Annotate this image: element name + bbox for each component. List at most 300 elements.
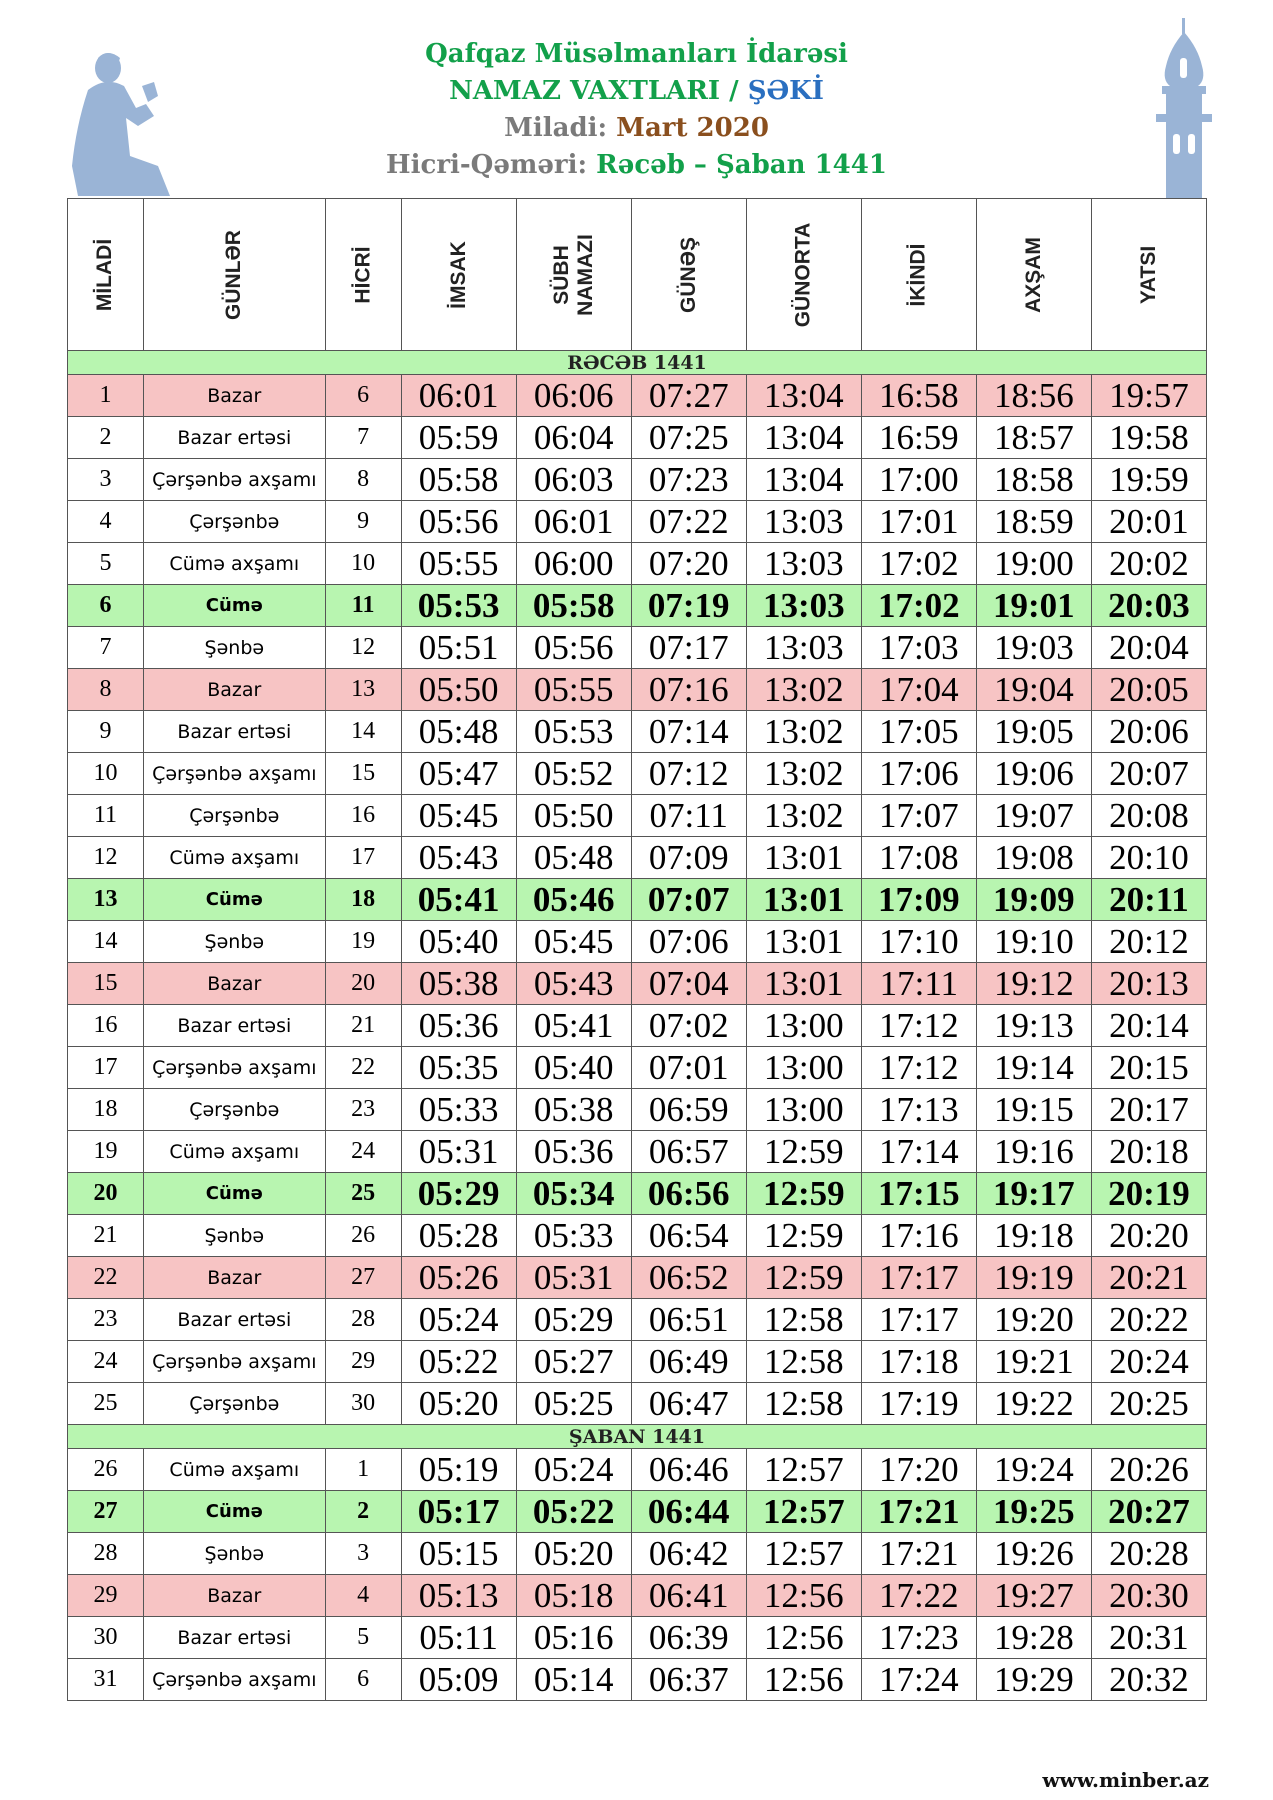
miladi-day-cell: 12 xyxy=(68,837,144,879)
axsam-time-cell: 19:03 xyxy=(976,627,1091,669)
ikindi-time-cell: 17:24 xyxy=(861,1659,976,1701)
miladi-day-cell: 9 xyxy=(68,711,144,753)
ikindi-time-cell: 17:21 xyxy=(861,1491,976,1533)
gunes-time-cell: 07:27 xyxy=(631,375,746,417)
gunes-time-cell: 07:16 xyxy=(631,669,746,711)
hicri-day-cell: 9 xyxy=(325,501,401,543)
subh-time-cell: 05:22 xyxy=(516,1491,631,1533)
gunes-time-cell: 07:12 xyxy=(631,753,746,795)
hicri-day-cell: 23 xyxy=(325,1089,401,1131)
weekday-cell: Bazar xyxy=(143,375,325,417)
yatsi-time-cell: 20:24 xyxy=(1091,1341,1206,1383)
yatsi-time-cell: 20:18 xyxy=(1091,1131,1206,1173)
gunorta-time-cell: 13:04 xyxy=(746,417,861,459)
gunes-time-cell: 07:25 xyxy=(631,417,746,459)
miladi-day-cell: 23 xyxy=(68,1299,144,1341)
hicri-day-cell: 3 xyxy=(325,1533,401,1575)
yatsi-time-cell: 20:32 xyxy=(1091,1659,1206,1701)
imsak-time-cell: 05:47 xyxy=(401,753,516,795)
table-row xyxy=(68,837,1207,879)
ikindi-time-cell: 17:13 xyxy=(861,1089,976,1131)
yatsi-time-cell: 20:06 xyxy=(1091,711,1206,753)
weekday-cell: Bazar xyxy=(143,963,325,1005)
ikindi-time-cell: 17:16 xyxy=(861,1215,976,1257)
miladi-day-cell: 19 xyxy=(68,1131,144,1173)
gunes-time-cell: 07:01 xyxy=(631,1047,746,1089)
table-row xyxy=(68,1659,1207,1701)
ikindi-time-cell: 17:22 xyxy=(861,1575,976,1617)
imsak-time-cell: 05:22 xyxy=(401,1341,516,1383)
yatsi-time-cell: 20:17 xyxy=(1091,1089,1206,1131)
axsam-time-cell: 19:05 xyxy=(976,711,1091,753)
subh-time-cell: 05:41 xyxy=(516,1005,631,1047)
gunes-time-cell: 06:49 xyxy=(631,1341,746,1383)
weekday-cell: Bazar ertəsi xyxy=(143,1617,325,1659)
ikindi-time-cell: 17:08 xyxy=(861,837,976,879)
table-body xyxy=(68,351,1207,1701)
subh-time-cell: 05:50 xyxy=(516,795,631,837)
table-header-row xyxy=(68,199,1207,351)
hicri-day-cell: 16 xyxy=(325,795,401,837)
organization-name: Qafqaz Müsəlmanları İdarəsi xyxy=(425,39,848,69)
gunes-time-cell: 07:02 xyxy=(631,1005,746,1047)
axsam-time-cell: 19:19 xyxy=(976,1257,1091,1299)
axsam-time-cell: 19:18 xyxy=(976,1215,1091,1257)
yatsi-time-cell: 20:15 xyxy=(1091,1047,1206,1089)
ikindi-time-cell: 17:12 xyxy=(861,1005,976,1047)
col-header-gunes: GÜNƏŞ xyxy=(631,199,746,351)
weekday-cell: Cümə xyxy=(143,879,325,921)
subh-time-cell: 05:16 xyxy=(516,1617,631,1659)
weekday-cell: Şənbə xyxy=(143,1533,325,1575)
yatsi-time-cell: 20:08 xyxy=(1091,795,1206,837)
subh-time-cell: 05:36 xyxy=(516,1131,631,1173)
yatsi-time-cell: 19:57 xyxy=(1091,375,1206,417)
table-row xyxy=(68,585,1207,627)
weekday-cell: Çərşənbə axşamı xyxy=(143,1659,325,1701)
subh-time-cell: 05:34 xyxy=(516,1173,631,1215)
weekday-cell: Bazar ertəsi xyxy=(143,711,325,753)
miladi-day-cell: 10 xyxy=(68,753,144,795)
gunes-time-cell: 06:52 xyxy=(631,1257,746,1299)
gunorta-time-cell: 12:57 xyxy=(746,1449,861,1491)
axsam-time-cell: 19:13 xyxy=(976,1005,1091,1047)
yatsi-time-cell: 20:11 xyxy=(1091,879,1206,921)
miladi-line xyxy=(0,110,1273,147)
gunorta-time-cell: 13:02 xyxy=(746,711,861,753)
imsak-time-cell: 05:09 xyxy=(401,1659,516,1701)
miladi-day-cell: 25 xyxy=(68,1383,144,1425)
weekday-cell: Bazar ertəsi xyxy=(143,1299,325,1341)
weekday-cell: Şənbə xyxy=(143,921,325,963)
hicri-day-cell: 15 xyxy=(325,753,401,795)
hicri-label: Hicri-Qəməri: xyxy=(386,150,588,180)
ikindi-time-cell: 17:00 xyxy=(861,459,976,501)
yatsi-time-cell: 20:31 xyxy=(1091,1617,1206,1659)
yatsi-time-cell: 20:04 xyxy=(1091,627,1206,669)
document-title xyxy=(0,73,1273,110)
gunorta-time-cell: 12:57 xyxy=(746,1491,861,1533)
hicri-day-cell: 11 xyxy=(325,585,401,627)
subh-time-cell: 05:58 xyxy=(516,585,631,627)
imsak-time-cell: 05:24 xyxy=(401,1299,516,1341)
ikindi-time-cell: 17:02 xyxy=(861,543,976,585)
title-prefix: NAMAZ VAXTLARI / xyxy=(449,76,739,106)
table-row xyxy=(68,1449,1207,1491)
ikindi-time-cell: 17:17 xyxy=(861,1299,976,1341)
hicri-day-cell: 2 xyxy=(325,1491,401,1533)
hicri-day-cell: 18 xyxy=(325,879,401,921)
hicri-day-cell: 4 xyxy=(325,1575,401,1617)
table-row xyxy=(68,1089,1207,1131)
imsak-time-cell: 05:55 xyxy=(401,543,516,585)
imsak-time-cell: 05:20 xyxy=(401,1383,516,1425)
hicri-day-cell: 29 xyxy=(325,1341,401,1383)
table-row xyxy=(68,1257,1207,1299)
gunorta-time-cell: 13:02 xyxy=(746,669,861,711)
weekday-cell: Bazar xyxy=(143,1257,325,1299)
gunes-time-cell: 06:41 xyxy=(631,1575,746,1617)
miladi-day-cell: 18 xyxy=(68,1089,144,1131)
yatsi-time-cell: 20:28 xyxy=(1091,1533,1206,1575)
gunes-time-cell: 06:42 xyxy=(631,1533,746,1575)
yatsi-time-cell: 20:25 xyxy=(1091,1383,1206,1425)
hicri-day-cell: 6 xyxy=(325,1659,401,1701)
hicri-day-cell: 21 xyxy=(325,1005,401,1047)
subh-time-cell: 05:52 xyxy=(516,753,631,795)
weekday-cell: Cümə xyxy=(143,1491,325,1533)
gunes-time-cell: 06:37 xyxy=(631,1659,746,1701)
gunorta-time-cell: 13:01 xyxy=(746,921,861,963)
table-row xyxy=(68,1575,1207,1617)
axsam-time-cell: 19:07 xyxy=(976,795,1091,837)
miladi-label: Miladi: xyxy=(504,113,608,143)
gunorta-time-cell: 12:57 xyxy=(746,1533,861,1575)
hicri-day-cell: 1 xyxy=(325,1449,401,1491)
hicri-line xyxy=(0,147,1273,184)
miladi-day-cell: 14 xyxy=(68,921,144,963)
imsak-time-cell: 05:56 xyxy=(401,501,516,543)
ikindi-time-cell: 17:11 xyxy=(861,963,976,1005)
ikindi-time-cell: 17:05 xyxy=(861,711,976,753)
axsam-time-cell: 19:01 xyxy=(976,585,1091,627)
subh-time-cell: 06:01 xyxy=(516,501,631,543)
axsam-time-cell: 19:08 xyxy=(976,837,1091,879)
weekday-cell: Cümə xyxy=(143,1173,325,1215)
ikindi-time-cell: 17:01 xyxy=(861,501,976,543)
table-row xyxy=(68,1173,1207,1215)
table-row xyxy=(68,1215,1207,1257)
ikindi-time-cell: 16:59 xyxy=(861,417,976,459)
ikindi-time-cell: 17:20 xyxy=(861,1449,976,1491)
subh-time-cell: 05:14 xyxy=(516,1659,631,1701)
subh-time-cell: 05:40 xyxy=(516,1047,631,1089)
miladi-day-cell: 4 xyxy=(68,501,144,543)
month-label: RƏCƏB 1441 xyxy=(68,351,1207,375)
table-row xyxy=(68,501,1207,543)
imsak-time-cell: 05:11 xyxy=(401,1617,516,1659)
imsak-time-cell: 05:13 xyxy=(401,1575,516,1617)
hicri-day-cell: 8 xyxy=(325,459,401,501)
hicri-day-cell: 17 xyxy=(325,837,401,879)
month-divider-row xyxy=(68,1425,1207,1449)
yatsi-time-cell: 20:19 xyxy=(1091,1173,1206,1215)
weekday-cell: Şənbə xyxy=(143,627,325,669)
weekday-cell: Cümə axşamı xyxy=(143,1449,325,1491)
ikindi-time-cell: 17:10 xyxy=(861,921,976,963)
weekday-cell: Şənbə xyxy=(143,1215,325,1257)
col-header-gunorta: GÜNORTA xyxy=(746,199,861,351)
axsam-time-cell: 19:27 xyxy=(976,1575,1091,1617)
subh-time-cell: 06:03 xyxy=(516,459,631,501)
miladi-day-cell: 20 xyxy=(68,1173,144,1215)
weekday-cell: Çərşənbə xyxy=(143,1089,325,1131)
ikindi-time-cell: 17:03 xyxy=(861,627,976,669)
table-row xyxy=(68,375,1207,417)
imsak-time-cell: 05:26 xyxy=(401,1257,516,1299)
gunorta-time-cell: 13:01 xyxy=(746,963,861,1005)
subh-time-cell: 05:33 xyxy=(516,1215,631,1257)
miladi-day-cell: 13 xyxy=(68,879,144,921)
miladi-day-cell: 8 xyxy=(68,669,144,711)
gunes-time-cell: 06:51 xyxy=(631,1299,746,1341)
ikindi-time-cell: 17:17 xyxy=(861,1257,976,1299)
axsam-time-cell: 19:12 xyxy=(976,963,1091,1005)
subh-time-cell: 05:48 xyxy=(516,837,631,879)
imsak-time-cell: 06:01 xyxy=(401,375,516,417)
weekday-cell: Cümə xyxy=(143,585,325,627)
miladi-day-cell: 29 xyxy=(68,1575,144,1617)
imsak-time-cell: 05:29 xyxy=(401,1173,516,1215)
miladi-day-cell: 17 xyxy=(68,1047,144,1089)
col-header-imsak: İMSAK xyxy=(401,199,516,351)
miladi-day-cell: 28 xyxy=(68,1533,144,1575)
hicri-day-cell: 27 xyxy=(325,1257,401,1299)
imsak-time-cell: 05:31 xyxy=(401,1131,516,1173)
gunorta-time-cell: 12:59 xyxy=(746,1131,861,1173)
subh-time-cell: 05:25 xyxy=(516,1383,631,1425)
hicri-day-cell: 13 xyxy=(325,669,401,711)
subh-time-cell: 05:43 xyxy=(516,963,631,1005)
imsak-time-cell: 05:38 xyxy=(401,963,516,1005)
axsam-time-cell: 19:09 xyxy=(976,879,1091,921)
gunorta-time-cell: 13:00 xyxy=(746,1047,861,1089)
yatsi-time-cell: 19:58 xyxy=(1091,417,1206,459)
miladi-day-cell: 6 xyxy=(68,585,144,627)
imsak-time-cell: 05:19 xyxy=(401,1449,516,1491)
weekday-cell: Bazar ertəsi xyxy=(143,1005,325,1047)
miladi-day-cell: 24 xyxy=(68,1341,144,1383)
gunes-time-cell: 06:54 xyxy=(631,1215,746,1257)
ikindi-time-cell: 17:15 xyxy=(861,1173,976,1215)
col-header-ikindi: İKİNDİ xyxy=(861,199,976,351)
imsak-time-cell: 05:48 xyxy=(401,711,516,753)
imsak-time-cell: 05:53 xyxy=(401,585,516,627)
gunorta-time-cell: 12:59 xyxy=(746,1173,861,1215)
gunes-time-cell: 06:44 xyxy=(631,1491,746,1533)
imsak-time-cell: 05:59 xyxy=(401,417,516,459)
miladi-day-cell: 3 xyxy=(68,459,144,501)
yatsi-time-cell: 20:26 xyxy=(1091,1449,1206,1491)
table-row xyxy=(68,921,1207,963)
hicri-day-cell: 22 xyxy=(325,1047,401,1089)
subh-time-cell: 05:27 xyxy=(516,1341,631,1383)
gunes-time-cell: 06:46 xyxy=(631,1449,746,1491)
axsam-time-cell: 19:29 xyxy=(976,1659,1091,1701)
gunorta-time-cell: 13:01 xyxy=(746,837,861,879)
axsam-time-cell: 19:28 xyxy=(976,1617,1091,1659)
imsak-time-cell: 05:40 xyxy=(401,921,516,963)
axsam-time-cell: 19:26 xyxy=(976,1533,1091,1575)
table-row xyxy=(68,1533,1207,1575)
axsam-time-cell: 18:57 xyxy=(976,417,1091,459)
axsam-time-cell: 19:04 xyxy=(976,669,1091,711)
axsam-time-cell: 19:14 xyxy=(976,1047,1091,1089)
subh-time-cell: 05:56 xyxy=(516,627,631,669)
table-row xyxy=(68,417,1207,459)
gunorta-time-cell: 12:59 xyxy=(746,1257,861,1299)
gunorta-time-cell: 12:56 xyxy=(746,1617,861,1659)
axsam-time-cell: 18:59 xyxy=(976,501,1091,543)
axsam-time-cell: 18:58 xyxy=(976,459,1091,501)
miladi-day-cell: 30 xyxy=(68,1617,144,1659)
ikindi-time-cell: 17:23 xyxy=(861,1617,976,1659)
gunorta-time-cell: 13:04 xyxy=(746,375,861,417)
axsam-time-cell: 18:56 xyxy=(976,375,1091,417)
miladi-day-cell: 27 xyxy=(68,1491,144,1533)
weekday-cell: Cümə axşamı xyxy=(143,837,325,879)
subh-time-cell: 05:46 xyxy=(516,879,631,921)
gunes-time-cell: 06:57 xyxy=(631,1131,746,1173)
table-row xyxy=(68,543,1207,585)
yatsi-time-cell: 20:27 xyxy=(1091,1491,1206,1533)
axsam-time-cell: 19:10 xyxy=(976,921,1091,963)
subh-time-cell: 06:00 xyxy=(516,543,631,585)
imsak-time-cell: 05:45 xyxy=(401,795,516,837)
imsak-time-cell: 05:17 xyxy=(401,1491,516,1533)
gunorta-time-cell: 13:03 xyxy=(746,627,861,669)
miladi-day-cell: 26 xyxy=(68,1449,144,1491)
weekday-cell: Çərşənbə xyxy=(143,1383,325,1425)
weekday-cell: Bazar xyxy=(143,1575,325,1617)
miladi-day-cell: 1 xyxy=(68,375,144,417)
gunorta-time-cell: 13:00 xyxy=(746,1089,861,1131)
miladi-day-cell: 31 xyxy=(68,1659,144,1701)
hicri-day-cell: 24 xyxy=(325,1131,401,1173)
imsak-time-cell: 05:41 xyxy=(401,879,516,921)
month-label: ŞABAN 1441 xyxy=(68,1425,1207,1449)
table-row xyxy=(68,1005,1207,1047)
gunorta-time-cell: 13:04 xyxy=(746,459,861,501)
table-row xyxy=(68,669,1207,711)
yatsi-time-cell: 20:10 xyxy=(1091,837,1206,879)
yatsi-time-cell: 20:22 xyxy=(1091,1299,1206,1341)
table-row xyxy=(68,1617,1207,1659)
subh-time-cell: 05:45 xyxy=(516,921,631,963)
gunorta-time-cell: 13:02 xyxy=(746,753,861,795)
table-row xyxy=(68,1047,1207,1089)
yatsi-time-cell: 20:07 xyxy=(1091,753,1206,795)
table-row xyxy=(68,1131,1207,1173)
gunorta-time-cell: 12:58 xyxy=(746,1299,861,1341)
gunorta-time-cell: 13:03 xyxy=(746,585,861,627)
yatsi-time-cell: 20:03 xyxy=(1091,585,1206,627)
gunorta-time-cell: 13:02 xyxy=(746,795,861,837)
axsam-time-cell: 19:06 xyxy=(976,753,1091,795)
yatsi-time-cell: 20:21 xyxy=(1091,1257,1206,1299)
imsak-time-cell: 05:33 xyxy=(401,1089,516,1131)
month-divider-row xyxy=(68,351,1207,375)
gunes-time-cell: 07:06 xyxy=(631,921,746,963)
axsam-time-cell: 19:25 xyxy=(976,1491,1091,1533)
imsak-time-cell: 05:15 xyxy=(401,1533,516,1575)
hicri-day-cell: 25 xyxy=(325,1173,401,1215)
ikindi-time-cell: 17:09 xyxy=(861,879,976,921)
weekday-cell: Bazar ertəsi xyxy=(143,417,325,459)
table-row xyxy=(68,459,1207,501)
subh-time-cell: 05:38 xyxy=(516,1089,631,1131)
weekday-cell: Bazar xyxy=(143,669,325,711)
axsam-time-cell: 19:24 xyxy=(976,1449,1091,1491)
ikindi-time-cell: 17:12 xyxy=(861,1047,976,1089)
ikindi-time-cell: 17:19 xyxy=(861,1383,976,1425)
ikindi-time-cell: 17:14 xyxy=(861,1131,976,1173)
table-row xyxy=(68,1383,1207,1425)
weekday-cell: Çərşənbə xyxy=(143,795,325,837)
gunorta-time-cell: 12:58 xyxy=(746,1383,861,1425)
table-row xyxy=(68,1341,1207,1383)
subh-time-cell: 05:29 xyxy=(516,1299,631,1341)
imsak-time-cell: 05:36 xyxy=(401,1005,516,1047)
col-header-axsam: AXŞAM xyxy=(976,199,1091,351)
miladi-day-cell: 16 xyxy=(68,1005,144,1047)
ikindi-time-cell: 17:04 xyxy=(861,669,976,711)
yatsi-time-cell: 20:12 xyxy=(1091,921,1206,963)
gunes-time-cell: 07:11 xyxy=(631,795,746,837)
gunorta-time-cell: 12:59 xyxy=(746,1215,861,1257)
gunes-time-cell: 07:04 xyxy=(631,963,746,1005)
axsam-time-cell: 19:17 xyxy=(976,1173,1091,1215)
yatsi-time-cell: 20:14 xyxy=(1091,1005,1206,1047)
weekday-cell: Çərşənbə axşamı xyxy=(143,1047,325,1089)
subh-time-cell: 05:53 xyxy=(516,711,631,753)
axsam-time-cell: 19:16 xyxy=(976,1131,1091,1173)
miladi-day-cell: 2 xyxy=(68,417,144,459)
gunorta-time-cell: 13:00 xyxy=(746,1005,861,1047)
gunorta-time-cell: 12:56 xyxy=(746,1659,861,1701)
axsam-time-cell: 19:00 xyxy=(976,543,1091,585)
subh-time-cell: 05:18 xyxy=(516,1575,631,1617)
hicri-value: Rəcəb – Şaban 1441 xyxy=(596,150,887,180)
ikindi-time-cell: 17:18 xyxy=(861,1341,976,1383)
miladi-day-cell: 21 xyxy=(68,1215,144,1257)
subh-time-cell: 05:24 xyxy=(516,1449,631,1491)
col-header-subh: SÜBH NAMAZI xyxy=(516,199,631,351)
yatsi-time-cell: 20:01 xyxy=(1091,501,1206,543)
table-row xyxy=(68,879,1207,921)
axsam-time-cell: 19:21 xyxy=(976,1341,1091,1383)
gunes-time-cell: 07:07 xyxy=(631,879,746,921)
yatsi-time-cell: 20:13 xyxy=(1091,963,1206,1005)
imsak-time-cell: 05:43 xyxy=(401,837,516,879)
hicri-day-cell: 28 xyxy=(325,1299,401,1341)
yatsi-time-cell: 20:05 xyxy=(1091,669,1206,711)
imsak-time-cell: 05:50 xyxy=(401,669,516,711)
ikindi-time-cell: 17:02 xyxy=(861,585,976,627)
gunes-time-cell: 06:47 xyxy=(631,1383,746,1425)
ikindi-time-cell: 17:21 xyxy=(861,1533,976,1575)
imsak-time-cell: 05:35 xyxy=(401,1047,516,1089)
